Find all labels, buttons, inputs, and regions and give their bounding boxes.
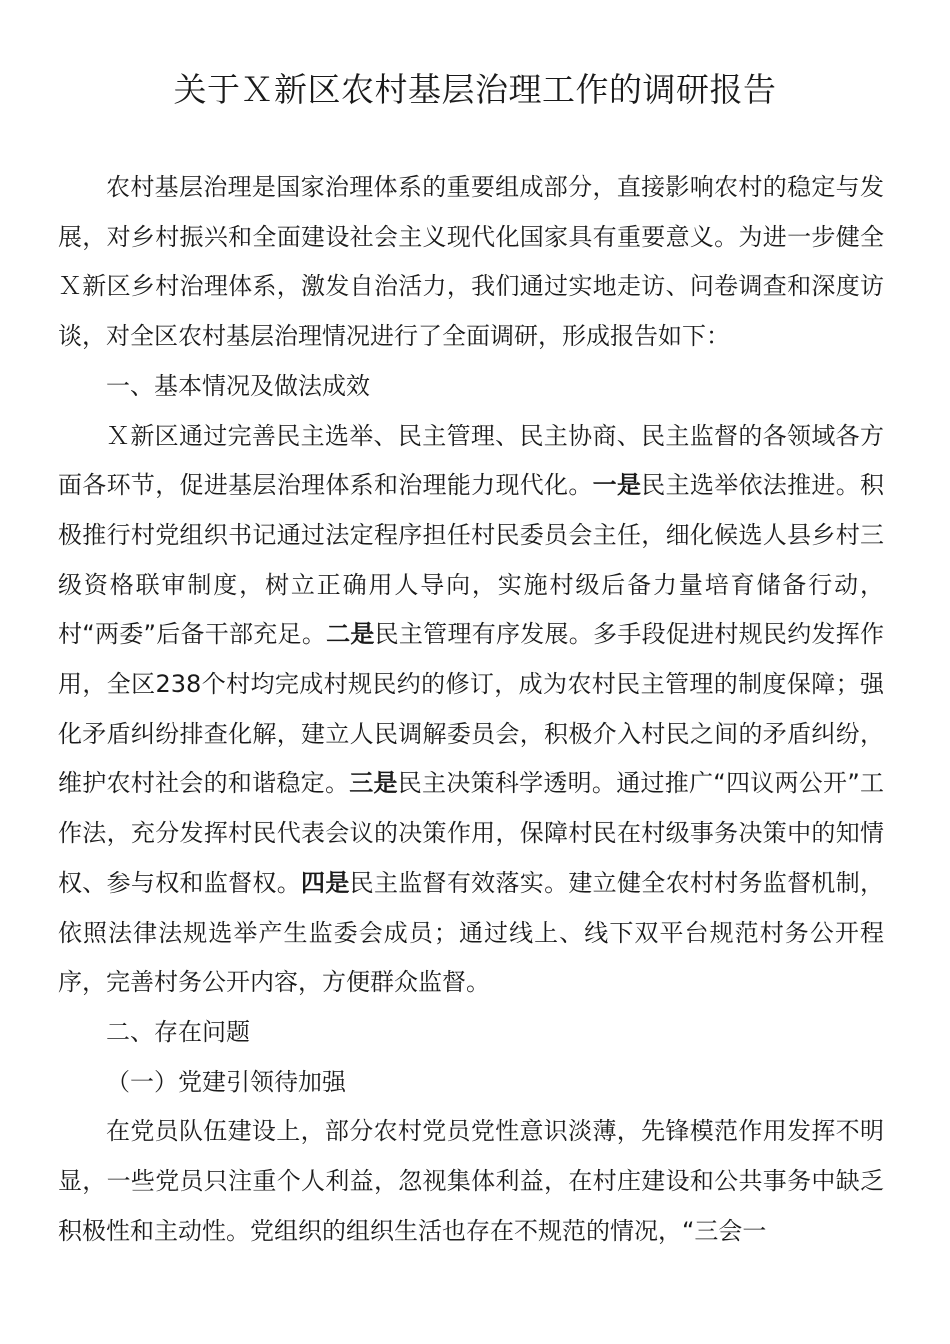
point-1-text: 民主选举依法推进。积极推行村党组织书记通过法定程序担任村民委员会主任，细化候选人县乡村三级资格联审制度，树立正确用人导向，实施村级后备力量培育储备行动，村“两委”后备干部充足。: [58, 471, 885, 649]
section-1-heading: 一、基本情况及做法成效: [106, 371, 370, 400]
section-1-paragraph: [58, 412, 884, 1008]
point-2-text: 民主管理有序发展。多手段促进村规民约发挥作用，全区238个村均完成村规民约的修订，成为农村民主管理的制度保障；强化矛盾纠纷排查化解，建立人民调解委员会，积极介入村民之间的矛盾纠纷，维护农村社会的和谐稳定。: [58, 620, 885, 798]
point-3-label: 三是: [349, 769, 398, 798]
intro-paragraph: 农村基层治理是国家治理体系的重要组成部分，直接影响农村的稳定与发展，对乡村振兴和全面建设社会主义现代化国家具有重要意义。为进一步健全Ｘ新区乡村治理体系，激发自治活力，我们通过实地走访、问卷调查和深度访谈，对全区农村基层治理情况进行了全面调研，形成报告如下：: [58, 173, 884, 351]
section-1-lead: Ｘ新区通过完善民主选举、民主管理、民主协商、民主监督的各领域各方面各环节，促进基层治理体系和治理能力现代化。: [58, 421, 884, 500]
subsection-1-heading: （一）党建引领待加强: [106, 1067, 346, 1096]
point-4-text: 民主监督有效落实。建立健全农村村务监督机制，依照法律法规选举产生监委会成员；通过线上、线下双平台规范村务公开程序，完善村务公开内容，方便群众监督。: [58, 868, 885, 997]
subsection-1-paragraph: 在党员队伍建设上，部分农村党员党性意识淡薄，先锋模范作用发挥不明显，一些党员只注重个人利益，忽视集体利益，在村庄建设和公共事务中缺乏积极性和主动性。党组织的组织生活也存在不规范的情况，“三会一: [58, 1117, 884, 1245]
section-2-heading: 二、存在问题: [106, 1017, 250, 1046]
point-2-label: 二是: [326, 620, 375, 649]
document-title: 关于Ｘ新区农村基层治理工作的调研报告: [173, 70, 777, 109]
document-body: [58, 163, 884, 1256]
point-4-label: 四是: [301, 868, 350, 897]
point-3-text: 民主决策科学透明。通过推广“四议两公开”工作法，充分发挥村民代表会议的决策作用，保障村民在村级事务决策中的知情权、参与权和监督权。: [58, 769, 885, 897]
point-1-label: 一是: [592, 471, 642, 500]
